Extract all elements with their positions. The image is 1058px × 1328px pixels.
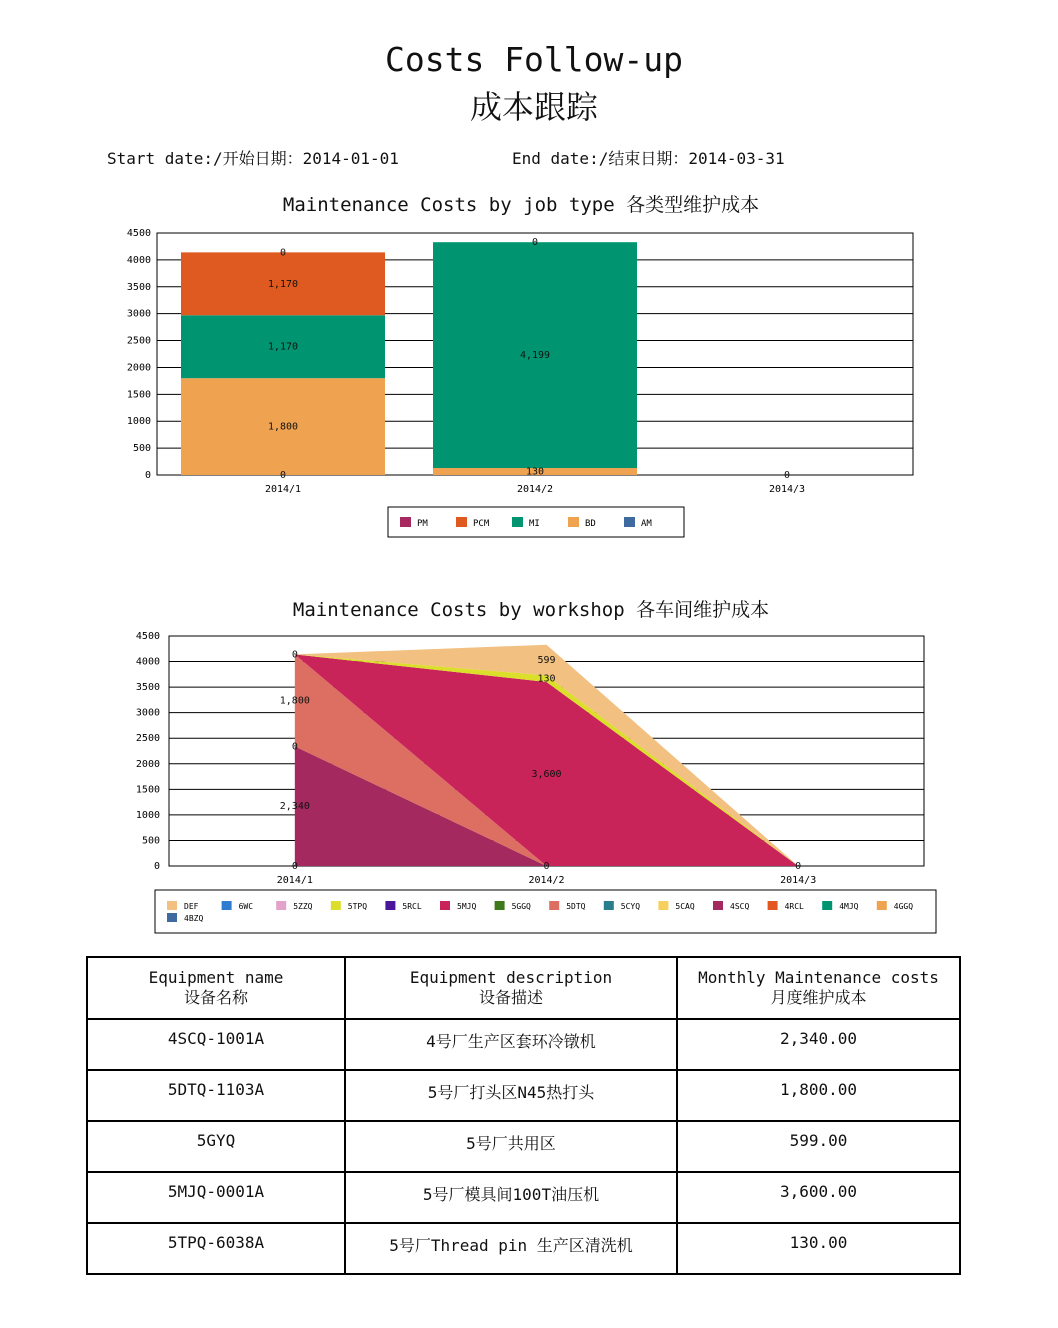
table-row: [87, 1172, 960, 1223]
legend-swatch-4mjq: [822, 901, 832, 910]
legend-label: AM: [641, 519, 652, 529]
data-label: 130: [537, 673, 556, 685]
y-tick-label: 4500: [126, 228, 151, 239]
legend-label: 4BZQ: [184, 914, 204, 923]
data-label: 0: [543, 861, 550, 872]
data-label: 1,170: [267, 341, 299, 353]
cell-monthly-cost: 1,800.00: [677, 1070, 960, 1121]
legend-swatch-5cyq: [604, 901, 614, 910]
legend-label: 6WC: [238, 902, 254, 911]
cell-equipment-name: 4SCQ-1001A: [87, 1019, 345, 1070]
legend-label: 5DTQ: [566, 902, 586, 911]
job-type-chart: [0, 220, 1058, 550]
y-tick-label: 0: [144, 470, 151, 481]
data-label: 1,800: [279, 695, 310, 707]
table-row: [87, 1019, 960, 1070]
data-label: 3,600: [531, 769, 562, 780]
x-tick-label: 2014/3: [780, 875, 817, 886]
legend-swatch-6wc: [222, 901, 232, 910]
legend-label: 5ZZQ: [293, 902, 313, 911]
data-label: 599: [537, 655, 556, 667]
x-tick-label: 2014/2: [516, 484, 554, 495]
workshop-chart: [0, 625, 1058, 937]
legend-swatch-def: [167, 901, 177, 910]
x-tick-label: 2014/2: [528, 875, 565, 886]
legend-label: 5CAQ: [675, 902, 695, 911]
legend-swatch-5tpq: [331, 901, 341, 910]
legend-label: PCM: [473, 519, 490, 529]
header-label-en: Monthly Maintenance costs: [698, 968, 939, 987]
header-label-cn: 设备名称: [183, 988, 248, 1007]
table-row: [87, 1070, 960, 1121]
x-tick-label: 2014/3: [768, 484, 806, 495]
data-label: 2,340: [279, 801, 310, 813]
legend-swatch-5ggq: [495, 901, 505, 910]
y-tick-label: 1500: [126, 389, 151, 401]
header-label-en: Equipment name: [148, 968, 284, 987]
y-tick-label: 500: [141, 835, 160, 847]
legend-swatch-5rcl: [385, 901, 395, 910]
y-tick-label: 3000: [135, 707, 160, 719]
header-label-en: Equipment description: [409, 968, 613, 987]
legend-swatch-5dtq: [549, 901, 559, 910]
y-tick-label: 1000: [126, 416, 151, 428]
y-tick-label: 3500: [126, 281, 151, 293]
table-header-row: [87, 957, 960, 1019]
cell-monthly-cost: 2,340.00: [677, 1019, 960, 1070]
y-tick-label: 4000: [135, 656, 160, 668]
legend-swatch-5zzq: [276, 901, 286, 910]
table-row: [87, 1121, 960, 1172]
chart1-title: Maintenance Costs by job type 各类型维护成本: [282, 194, 760, 216]
cell-equipment-description: 4号厂生产区套环冷镦机: [345, 1019, 677, 1070]
y-tick-label: 500: [132, 443, 151, 455]
cell-monthly-cost: 599.00: [677, 1121, 960, 1172]
report-title-cn: 成本跟踪: [469, 88, 598, 126]
col-monthly-costs: [677, 957, 960, 1019]
cell-equipment-description: 5号厂Thread pin 生产区清洗机: [345, 1223, 677, 1274]
legend-box: [155, 890, 936, 933]
legend-label: 5TPQ: [347, 902, 368, 911]
y-tick-label: 1000: [135, 809, 160, 821]
end-date: End date:/结束日期：2014-03-31: [512, 149, 785, 168]
legend-label: 4GGQ: [893, 902, 914, 911]
legend-label: DEF: [184, 902, 199, 911]
legend-swatch-pcm: [456, 517, 467, 527]
cell-equipment-description: 5号厂共用区: [345, 1121, 677, 1172]
equipment-table: [86, 956, 961, 1275]
y-tick-label: 2000: [126, 362, 151, 374]
data-label: 0: [531, 237, 539, 249]
header-label-cn: 月度维护成本: [770, 988, 867, 1007]
data-label: 1,800: [267, 421, 299, 433]
x-tick-label: 2014/1: [276, 875, 313, 886]
legend-label: BD: [585, 519, 596, 529]
y-tick-label: 0: [153, 861, 160, 872]
legend-label: 5CYQ: [620, 902, 641, 911]
legend-label: 4MJQ: [839, 902, 859, 911]
legend-label: MI: [529, 519, 540, 529]
legend-swatch-5mjq: [440, 901, 450, 910]
col-equipment-description: [345, 957, 677, 1019]
legend-swatch-4ggq: [877, 901, 887, 910]
data-label: 4,199: [519, 350, 551, 362]
legend-swatch-pm: [400, 517, 411, 527]
cell-monthly-cost: 3,600.00: [677, 1172, 960, 1223]
legend-swatch-5caq: [658, 901, 668, 910]
y-tick-label: 2000: [135, 758, 160, 770]
legend-swatch-4bzq: [167, 913, 177, 922]
cell-equipment-name: 5TPQ-6038A: [87, 1223, 345, 1274]
data-label: 1,170: [267, 278, 299, 290]
data-label: 0: [291, 861, 298, 872]
x-tick-label: 2014/1: [264, 484, 302, 495]
y-tick-label: 3500: [135, 682, 160, 694]
cell-equipment-description: 5号厂模具间100T油压机: [345, 1172, 677, 1223]
header-label-cn: 设备描述: [478, 988, 543, 1007]
data-label: 0: [291, 649, 298, 661]
y-tick-label: 3000: [126, 308, 151, 320]
table-row: [87, 1223, 960, 1274]
legend-swatch-bd: [568, 517, 579, 527]
legend-label: 4RCL: [784, 902, 804, 911]
cell-equipment-name: 5DTQ-1103A: [87, 1070, 345, 1121]
y-tick-label: 1500: [135, 784, 160, 796]
data-label: 0: [279, 247, 287, 259]
data-label: 0: [783, 470, 791, 481]
y-tick-label: 2500: [126, 335, 151, 347]
cell-equipment-name: 5GYQ: [87, 1121, 345, 1172]
legend-label: 5GGQ: [511, 902, 531, 911]
data-label: 0: [795, 861, 802, 872]
legend-swatch-4rcl: [768, 901, 778, 910]
legend-label: 5MJQ: [457, 902, 477, 911]
data-label: 0: [291, 741, 298, 753]
start-date: Start date:/开始日期：2014-01-01: [107, 149, 399, 168]
cell-equipment-description: 5号厂打头区N45热打头: [345, 1070, 677, 1121]
legend-swatch-mi: [512, 517, 523, 527]
legend-swatch-4scq: [713, 901, 723, 910]
report-title-en: Costs Follow-up: [384, 40, 683, 79]
y-tick-label: 4000: [126, 254, 151, 266]
data-label: 0: [279, 470, 287, 481]
legend-label: PM: [417, 519, 428, 529]
y-tick-label: 4500: [135, 631, 160, 642]
chart2-title: Maintenance Costs by workshop 各车间维护成本: [292, 599, 770, 621]
col-equipment-name: [87, 957, 345, 1019]
y-tick-label: 2500: [135, 733, 160, 745]
legend-label: 5RCL: [402, 902, 422, 911]
data-label: 130: [525, 466, 545, 478]
legend-label: 4SCQ: [730, 902, 750, 911]
cell-equipment-name: 5MJQ-0001A: [87, 1172, 345, 1223]
cell-monthly-cost: 130.00: [677, 1223, 960, 1274]
legend-swatch-am: [624, 517, 635, 527]
